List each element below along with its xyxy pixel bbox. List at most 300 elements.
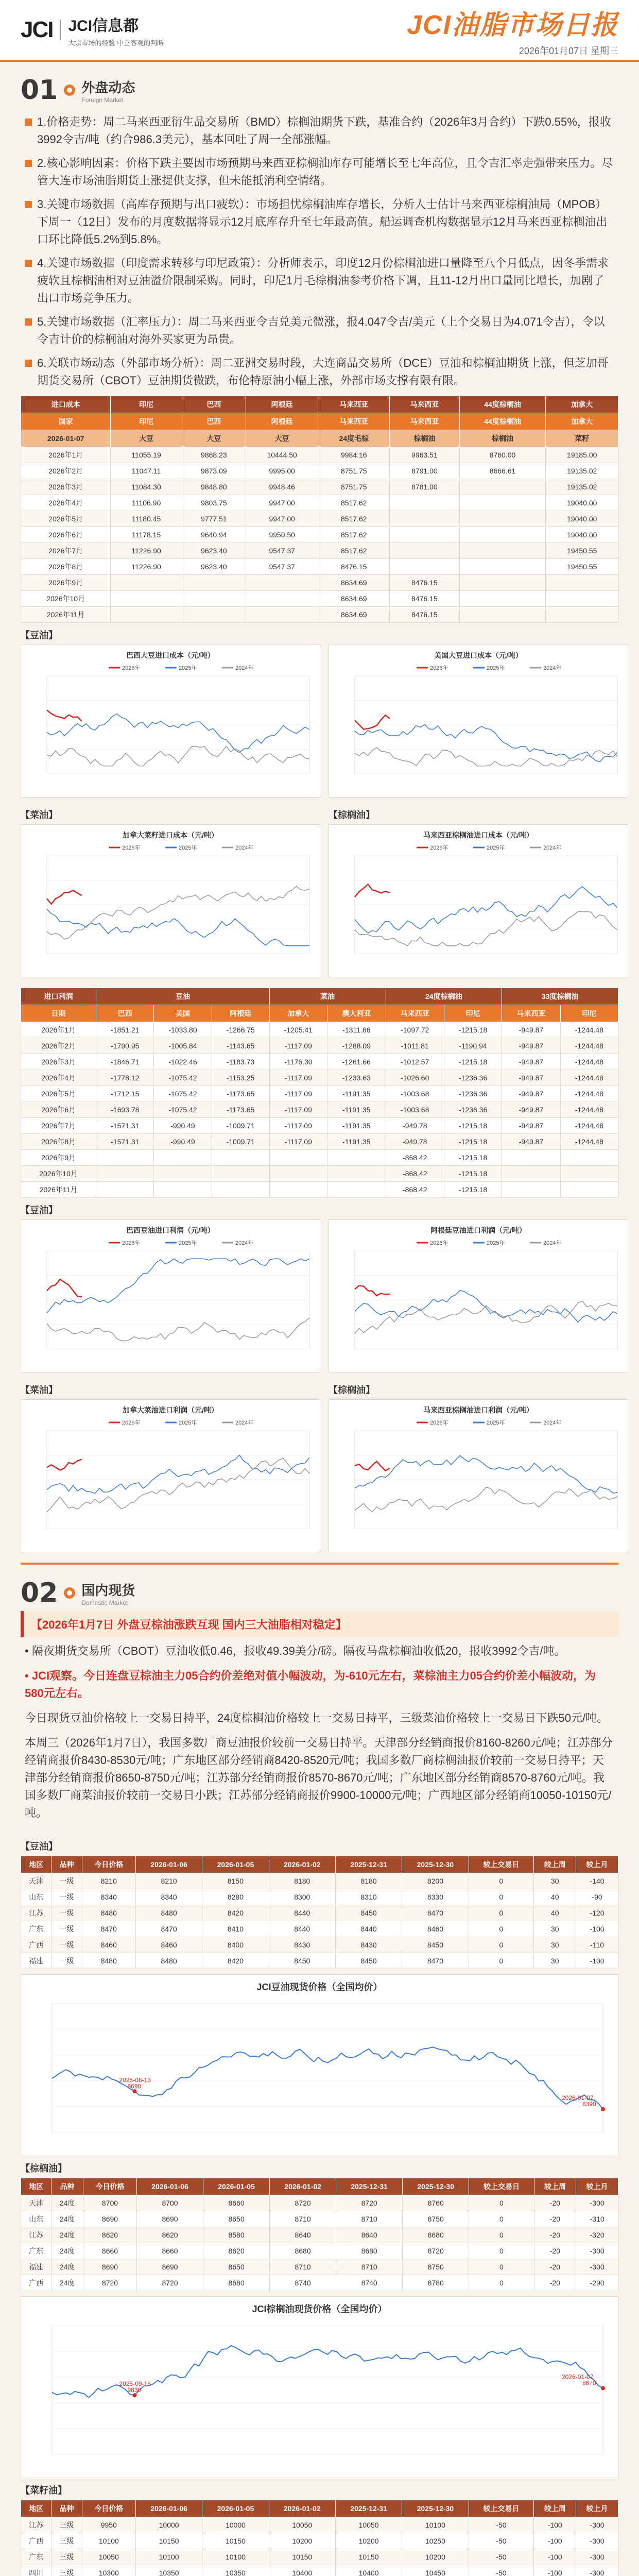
table-cell: 10400 — [269, 2565, 335, 2576]
table-cell: -120 — [576, 1905, 618, 1921]
table-cell: -949.87 — [502, 1134, 560, 1150]
table-cell: 11047.11 — [111, 463, 182, 479]
table-cell: -1117.09 — [269, 1134, 327, 1150]
section-1-heading — [0, 72, 639, 108]
table-cell: -1176.30 — [269, 1054, 327, 1070]
table-cell: 8476.15 — [318, 559, 390, 575]
table-cell: 8680 — [203, 2275, 270, 2291]
table-cell: 马来西亚 — [390, 413, 459, 430]
table-cell — [390, 495, 459, 511]
table-cell: -100 — [534, 2533, 576, 2549]
soy-chart-label: 【豆油】 — [21, 630, 58, 640]
table-cell: 10300 — [82, 2565, 135, 2576]
table-cell: -140 — [576, 1873, 618, 1889]
table-cell: 19040.00 — [546, 511, 618, 527]
table-row — [21, 988, 618, 1005]
table-cell: -1311.66 — [327, 1022, 386, 1038]
table-cell: 天津 — [21, 1873, 51, 1889]
table-cell: 8781.00 — [390, 479, 459, 495]
table-row — [21, 575, 618, 591]
table-cell — [459, 527, 546, 543]
legend-label: 2024年 — [235, 665, 254, 671]
table-cell: 8460 — [402, 1921, 469, 1937]
table-cell: -1191.35 — [327, 1086, 386, 1102]
legend-label: 2024年 — [543, 845, 562, 851]
table-cell: 进口利润 — [21, 988, 96, 1005]
table-cell: 2026年2月 — [21, 463, 111, 479]
table-cell: 8460 — [135, 1937, 202, 1953]
table-cell: 较上周 — [534, 2500, 576, 2517]
table-cell: 8680 — [403, 2227, 469, 2243]
table-row — [21, 591, 618, 607]
bullet-text: 4.关键市场数据（印度需求转移与印尼政策）：分析师表示，印度12月份棕榈油进口量降至八个月低点，因冬季需求疲软且棕榈油相对豆油溢价限制采购。同时，印尼1月毛棕榈油参考价格下调，且11-12月出口量同比增长，加剧了出口市场竞争压力。 — [37, 257, 609, 304]
bullet-item — [25, 155, 614, 190]
table-cell: -1003.68 — [386, 1086, 444, 1102]
table-cell — [390, 511, 459, 527]
plot-area — [52, 2004, 603, 2132]
bullet-item — [25, 313, 614, 348]
table-cell: 10100 — [82, 2533, 135, 2549]
table-cell: 8690 — [83, 2259, 136, 2275]
table-cell: 19450.55 — [546, 543, 618, 559]
bullet-item — [25, 113, 614, 148]
table-cell: 三级 — [51, 2517, 82, 2533]
table-cell: -50 — [469, 2533, 534, 2549]
table-cell: 19450.55 — [546, 559, 618, 575]
table-cell: 2026年9月 — [21, 575, 111, 591]
table-cell: -949.87 — [502, 1054, 560, 1070]
table-cell: 较上月 — [576, 2500, 618, 2517]
table-cell: 0 — [469, 1937, 534, 1953]
table-cell: -100 — [534, 2565, 576, 2576]
table-cell: 40 — [534, 1889, 576, 1905]
table-cell — [327, 1150, 386, 1166]
table-cell: 8440 — [335, 1921, 402, 1937]
table-cell: 30 — [534, 1921, 576, 1937]
start-value-label: 9830 — [127, 2386, 142, 2394]
table-cell: 8650 — [203, 2259, 270, 2275]
table-cell: -1075.42 — [154, 1102, 212, 1118]
chart-argentina-soy-profit — [329, 1219, 628, 1372]
table-cell — [154, 1182, 212, 1198]
table-cell: 2025-12-31 — [335, 1856, 402, 1873]
table-cell: 8760 — [403, 2195, 469, 2211]
chart-title: 加拿大菜籽进口成本（元/吨） — [123, 831, 218, 839]
table-cell: 8791.00 — [390, 463, 459, 479]
table-cell: 24度毛棕 — [318, 430, 390, 447]
table-cell — [459, 591, 546, 607]
table-cell: 9803.75 — [182, 495, 246, 511]
table-cell: 9623.40 — [182, 543, 246, 559]
bullet-item — [25, 354, 614, 389]
table-cell: 10100 — [202, 2549, 269, 2565]
table-cell: 8460 — [82, 1937, 135, 1953]
table-cell: 印尼 — [444, 1005, 502, 1022]
table-cell: -1075.42 — [154, 1070, 212, 1086]
table-cell: 40 — [534, 1905, 576, 1921]
table-cell: -1261.66 — [327, 1054, 386, 1070]
bullet-text: 3.关键市场数据（高库存预期与出口疲软）：市场担忧棕榈油库存增长，分析人士估计马来西亚棕榈油局（MPOB）下周一（12日）发布的月度数据将显示12月底库存升至七年最高值。船运调查机构数据显示12月马来西亚棕榈油出口环比降低5.2%到5.8%。 — [37, 198, 608, 246]
table-cell: 9948.46 — [246, 479, 318, 495]
table-cell: -1173.65 — [212, 1086, 269, 1102]
table-cell: 8690 — [83, 2211, 136, 2227]
legend-label: 2024年 — [543, 1240, 562, 1246]
marker-start — [133, 2089, 137, 2093]
table-cell: 地区 — [21, 1856, 51, 1873]
table-cell: -290 — [576, 2275, 618, 2291]
table-cell: -1026.60 — [386, 1070, 444, 1086]
table-cell: -868.42 — [386, 1150, 444, 1166]
table-cell: 8751.75 — [318, 463, 390, 479]
table-cell: 较上交易日 — [469, 2500, 534, 2517]
table-row — [21, 2275, 618, 2291]
table-cell: 10150 — [135, 2533, 202, 2549]
legend-label: 2026年 — [430, 845, 448, 851]
table-cell: 8720 — [403, 2243, 469, 2259]
table-cell: -300 — [576, 2195, 618, 2211]
table-cell — [269, 1166, 327, 1182]
table-cell: 一级 — [51, 1937, 82, 1953]
table-cell: 三级 — [51, 2549, 82, 2565]
table-cell: -1244.48 — [560, 1134, 618, 1150]
table-row — [21, 1022, 618, 1038]
table-cell: 24度棕榈油 — [386, 988, 502, 1005]
table-cell: 8440 — [269, 1921, 335, 1937]
table-cell — [154, 1150, 212, 1166]
table-cell — [502, 1182, 560, 1198]
table-cell: 较上周 — [534, 2178, 576, 2195]
chart-title: 美国大豆进口成本（元/吨） — [434, 651, 523, 659]
table-cell: 8440 — [269, 1905, 335, 1921]
table-cell: 2026年3月 — [21, 1054, 96, 1070]
rape-profit-chart-label: 【菜油】 — [21, 1385, 58, 1395]
end-value-label: 8390 — [582, 2100, 596, 2108]
table-cell: 8634.69 — [318, 607, 390, 623]
table-cell: 8751.75 — [318, 479, 390, 495]
logo-slogan: 大宗市场的经验 中立客观的判断 — [68, 39, 164, 47]
table-cell: 江苏 — [21, 2227, 51, 2243]
table-cell: 8620 — [203, 2243, 270, 2259]
section-dot-icon — [64, 1587, 75, 1599]
table-cell: -1153.25 — [212, 1070, 269, 1086]
table-cell: 11226.90 — [111, 559, 182, 575]
table-cell: 2025-12-30 — [402, 2500, 469, 2517]
table-cell: 9547.37 — [246, 543, 318, 559]
table-cell: -1215.18 — [444, 1134, 502, 1150]
rape-spot-label: 【菜籽油】 — [21, 2485, 67, 2496]
soy-profit-chart-label: 【豆油】 — [21, 1205, 58, 1215]
table-cell: 8430 — [335, 1937, 402, 1953]
table-cell: -1288.09 — [327, 1038, 386, 1054]
table-cell: -1215.18 — [444, 1054, 502, 1070]
table-cell: 四川 — [21, 2565, 51, 2576]
table-cell: 10100 — [402, 2517, 469, 2533]
table-cell — [390, 543, 459, 559]
legend-label: 2025年 — [179, 1240, 197, 1246]
table-cell: -949.87 — [502, 1102, 560, 1118]
table-cell: 较上交易日 — [469, 1856, 534, 1873]
table-cell: 马来西亚 — [502, 1005, 560, 1022]
table-cell: 2026-01-05 — [202, 1856, 269, 1873]
bullet-text: 1.价格走势：周二马来西亚衍生品交易所（BMD）棕榈油期货下跌，基准合约（2026年3月合约）下跌0.55%，报收3992令吉/吨（约合986.3美元），基本回吐了周一全部涨幅。 — [37, 115, 611, 146]
table-row — [21, 2178, 618, 2195]
table-row — [21, 479, 618, 495]
import-profit-table — [21, 988, 618, 1198]
table-row — [21, 1054, 618, 1070]
table-cell: -1143.65 — [212, 1038, 269, 1054]
table-cell: 2026年6月 — [21, 527, 111, 543]
table-row — [21, 543, 618, 559]
table-cell — [459, 607, 546, 623]
table-cell: -100 — [534, 2517, 576, 2533]
table-cell: 8450 — [402, 1937, 469, 1953]
table-cell: 8310 — [335, 1889, 402, 1905]
table-cell: -300 — [576, 2243, 618, 2259]
start-date-label: 2025-09-16 — [119, 2380, 151, 2388]
table-cell: 8517.62 — [318, 511, 390, 527]
table-cell: 8680 — [270, 2243, 336, 2259]
table-cell: 较上月 — [576, 2178, 618, 2195]
table-cell: 0 — [469, 1953, 534, 1969]
headline-banner: 【2026年1月7日 外盘豆棕油涨跌互现 国内三大油脂相对稳定】 — [21, 1611, 618, 1637]
table-row — [21, 1005, 618, 1022]
table-row — [21, 1937, 618, 1953]
table-row — [21, 1889, 618, 1905]
table-cell — [390, 559, 459, 575]
table-cell: -1215.18 — [444, 1150, 502, 1166]
table-cell: 江苏 — [21, 1905, 51, 1921]
table-cell: 8420 — [202, 1953, 269, 1969]
table-cell: 24度 — [51, 2195, 83, 2211]
table-cell: -20 — [534, 2243, 576, 2259]
table-row — [21, 1905, 618, 1921]
table-cell: 8700 — [83, 2195, 136, 2211]
section-title: 国内现货 — [81, 1582, 135, 1598]
table-cell: 8620 — [137, 2227, 203, 2243]
bullet-text: 6.关联市场动态（外部市场分析）：周二亚洲交易时段，大连商品交易所（DCE）豆油和棕榈油期货上涨，但芝加哥期货交易所（CBOT）豆油期货微跌，布伦特原油小幅上涨，外部市场支撑有限有限。 — [37, 357, 609, 387]
legend-label: 2024年 — [235, 1240, 254, 1246]
legend-label: 2025年 — [179, 1420, 197, 1426]
table-cell: 8710 — [336, 2211, 403, 2227]
table-cell: 美国 — [154, 1005, 212, 1022]
table-cell: 24度 — [51, 2227, 83, 2243]
bullet-item — [25, 255, 614, 307]
legend-label: 2025年 — [487, 665, 505, 671]
table-cell — [546, 591, 618, 607]
legend-label: 2026年 — [430, 665, 448, 671]
table-cell: 10250 — [402, 2533, 469, 2549]
table-cell: 11226.90 — [111, 543, 182, 559]
table-cell: 8476.15 — [390, 591, 459, 607]
table-cell: -300 — [576, 2549, 618, 2565]
bullet-item — [25, 196, 614, 248]
table-cell: -50 — [469, 2565, 534, 2576]
table-cell: 10150 — [202, 2533, 269, 2549]
table-row — [21, 1134, 618, 1150]
table-row — [21, 1166, 618, 1182]
table-cell: 棕榈油 — [390, 430, 459, 447]
table-row — [21, 2500, 618, 2517]
table-cell: 19185.00 — [546, 447, 618, 463]
legend-label: 2026年 — [122, 665, 141, 671]
section-subtitle: Foreign Market — [81, 96, 124, 104]
table-row — [21, 2549, 618, 2565]
table-cell: 一级 — [51, 1889, 82, 1905]
table-cell — [182, 591, 246, 607]
table-cell — [96, 1182, 154, 1198]
table-cell: 马来西亚 — [386, 1005, 444, 1022]
table-cell: 2025-12-31 — [335, 2500, 402, 2517]
table-cell: 2026年4月 — [21, 495, 111, 511]
table-cell: -1022.46 — [154, 1054, 212, 1070]
table-cell: 10050 — [82, 2549, 135, 2565]
table-cell: -1215.18 — [444, 1022, 502, 1038]
bullet-square-icon — [25, 360, 32, 367]
table-cell: 巴西 — [96, 1005, 154, 1022]
table-cell: 10150 — [269, 2549, 335, 2565]
table-cell: -1173.65 — [212, 1102, 269, 1118]
table-cell: 马来西亚 — [318, 413, 390, 430]
table-row — [21, 559, 618, 575]
table-cell: -1266.75 — [212, 1022, 269, 1038]
table-cell: 8710 — [270, 2211, 336, 2227]
table-cell: 豆油 — [96, 988, 270, 1005]
table-cell: 8470 — [402, 1905, 469, 1921]
soy-spot-label: 【豆油】 — [21, 1841, 58, 1852]
table-cell: -20 — [534, 2275, 576, 2291]
table-cell: 地区 — [21, 2178, 51, 2195]
table-cell: 8476.15 — [390, 607, 459, 623]
table-cell — [246, 591, 318, 607]
table-cell: 8660 — [137, 2243, 203, 2259]
table-cell: -990.49 — [154, 1118, 212, 1134]
palm-spot-label: 【棕榈油】 — [21, 2163, 67, 2174]
table-cell: 2025-12-31 — [336, 2178, 403, 2195]
table-cell: 8517.62 — [318, 543, 390, 559]
table-cell: 8650 — [203, 2211, 270, 2227]
table-cell: 0 — [469, 2195, 534, 2211]
table-cell: 较上交易日 — [469, 2178, 534, 2195]
table-cell: -1244.48 — [560, 1102, 618, 1118]
table-cell: 8400 — [202, 1937, 269, 1953]
paragraph: • JCI观察。今日连盘豆棕油主力05合约价差绝对值小幅波动，为-610元左右，菜棕油主力05合约价差小幅波动，为580元左右。 — [25, 1669, 596, 1700]
table-cell — [459, 543, 546, 559]
paragraph: • 隔夜期货交易所（CBOT）豆油收低0.46，报收49.39美分/磅。隔夜马盘棕榈油收低20，报收3992令吉/吨。 — [25, 1645, 566, 1657]
table-cell — [182, 607, 246, 623]
table-cell: -110 — [576, 1937, 618, 1953]
legend-label: 2024年 — [235, 1420, 254, 1426]
legend-label: 2026年 — [430, 1240, 448, 1246]
table-cell: 11055.19 — [111, 447, 182, 463]
table-cell: -949.87 — [502, 1118, 560, 1134]
report-title: JCI油脂市场日报 — [407, 10, 618, 40]
table-cell: 0 — [469, 2243, 534, 2259]
table-cell: 2026年4月 — [21, 1070, 96, 1086]
table-cell: -1117.09 — [269, 1086, 327, 1102]
table-row — [21, 1070, 618, 1086]
table-cell: 8470 — [82, 1921, 135, 1937]
table-cell: 11178.15 — [111, 527, 182, 543]
table-cell: -1011.81 — [386, 1038, 444, 1054]
table-cell: -300 — [576, 2259, 618, 2275]
table-row — [21, 1856, 618, 1873]
table-cell: 10050 — [335, 2517, 402, 2533]
chart-title: 马来西亚棕榈油进口成本（元/吨） — [423, 831, 533, 839]
table-cell: -949.87 — [502, 1070, 560, 1086]
table-row — [21, 430, 618, 447]
table-cell: 8634.69 — [318, 575, 390, 591]
table-cell: 8710 — [270, 2259, 336, 2275]
chart-title: JCI豆油现货价格（全国均价） — [256, 1982, 383, 1992]
start-value-label: 8690 — [127, 2082, 142, 2090]
table-cell: 8480 — [135, 1905, 202, 1921]
bullet-square-icon — [25, 318, 32, 326]
table-cell — [96, 1150, 154, 1166]
table-cell: 10000 — [202, 2517, 269, 2533]
table-cell: 2026年6月 — [21, 1102, 96, 1118]
table-cell: 菜籽 — [546, 430, 618, 447]
table-cell: 10100 — [135, 2549, 202, 2565]
table-cell: 澳大利亚 — [327, 1005, 386, 1022]
legend-label: 2025年 — [487, 1420, 505, 1426]
table-cell: 2026年1月 — [21, 447, 111, 463]
table-cell: 较上周 — [534, 1856, 576, 1873]
table-cell: -868.42 — [386, 1166, 444, 1182]
table-cell: -949.87 — [502, 1086, 560, 1102]
table-cell: 24度 — [51, 2211, 83, 2227]
table-cell: 天津 — [21, 2195, 51, 2211]
table-cell — [111, 607, 182, 623]
table-cell: 8470 — [135, 1921, 202, 1937]
legend-label: 2026年 — [430, 1420, 448, 1426]
table-cell: 9640.94 — [182, 527, 246, 543]
table-cell: 8700 — [137, 2195, 203, 2211]
table-cell: 品种 — [51, 1856, 82, 1873]
table-cell: -1236.36 — [444, 1086, 502, 1102]
table-cell: -1571.31 — [96, 1118, 154, 1134]
table-cell: 9984.16 — [318, 447, 390, 463]
logo-separator — [60, 20, 61, 40]
palm-spot-table — [21, 2178, 618, 2291]
table-cell: -1215.18 — [444, 1182, 502, 1198]
table-cell: -868.42 — [386, 1182, 444, 1198]
table-cell: -1190.94 — [444, 1038, 502, 1054]
table-cell — [269, 1150, 327, 1166]
table-cell: -1851.21 — [96, 1022, 154, 1038]
marker-end — [601, 2107, 605, 2111]
bullet-text: 5.关键市场数据（汇率压力）：周二马来西亚令吉兑美元微涨，报4.047令吉/美元（上个交易日为4.071令吉），令以令吉计价的棕榈油对海外买家更为昂贵。 — [37, 315, 605, 346]
table-cell: 10000 — [135, 2517, 202, 2533]
table-cell: -20 — [534, 2259, 576, 2275]
table-row — [21, 1921, 618, 1937]
table-cell: 阿根廷 — [246, 413, 318, 430]
table-cell — [154, 1166, 212, 1182]
table-cell: -1244.48 — [560, 1070, 618, 1086]
table-cell: 8330 — [402, 1889, 469, 1905]
marker-start — [133, 2393, 137, 2397]
table-cell: 11180.45 — [111, 511, 182, 527]
table-cell: 进口成本 — [21, 396, 111, 413]
logo-mark: JCI — [21, 17, 53, 42]
table-cell: -1205.41 — [269, 1022, 327, 1038]
table-cell: 广西 — [21, 2533, 51, 2549]
table-cell: 8480 — [135, 1953, 202, 1969]
table-cell: -310 — [576, 2211, 618, 2227]
table-cell: 巴西 — [182, 413, 246, 430]
table-cell: -100 — [576, 1953, 618, 1969]
table-row — [21, 1102, 618, 1118]
table-cell: 8430 — [269, 1937, 335, 1953]
